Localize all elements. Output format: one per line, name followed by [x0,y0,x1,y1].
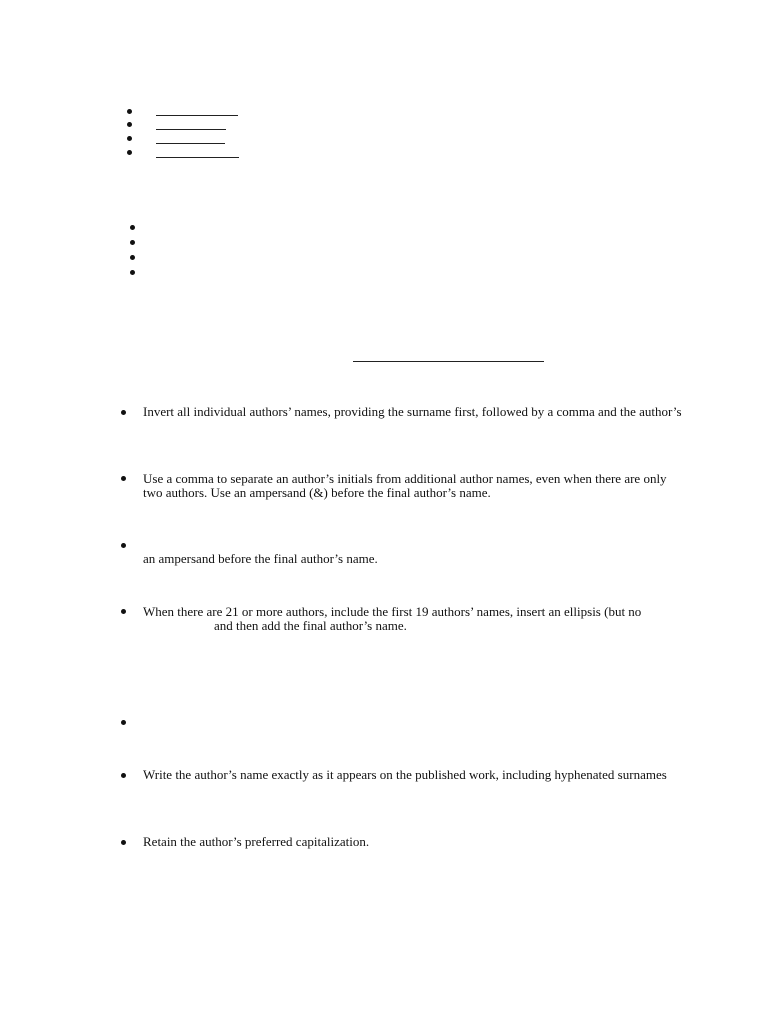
list-bullet [121,410,126,415]
list-bullet [121,773,126,778]
list-bullet [121,840,126,845]
link-underline[interactable] [156,129,226,130]
rule-text-line-1: Use a comma to separate an author’s initials from additional author names, even when there are only [143,471,667,486]
rule-text-line-1: Invert all individual authors’ names, providing the surname first, followed by a comma and the author’s [143,404,682,419]
rule-text-line-2: two authors. Use an ampersand (&) before the final author’s name. [143,485,491,500]
list-bullet [127,122,132,127]
heading-underline[interactable] [353,361,544,362]
list-bullet [121,720,126,725]
list-bullet [130,270,135,275]
link-underline[interactable] [156,143,225,144]
rule-text-line-1: Retain the author’s preferred capitalization. [143,834,370,849]
list-bullet [127,136,132,141]
rule-text-line-2: and then add the final author’s name. [214,618,407,633]
list-bullet [127,150,132,155]
link-underline[interactable] [156,157,239,158]
list-bullet [121,543,126,548]
list-bullet [127,109,132,114]
list-bullet [130,240,135,245]
list-bullet [121,609,126,614]
link-underline[interactable] [156,115,238,116]
rule-text-line-1: Write the author’s name exactly as it appears on the published work, including hyphenated surnames [143,767,667,782]
list-bullet [130,225,135,230]
rule-text-line-2: an ampersand before the final author’s name. [143,551,378,566]
rule-text-line-1: When there are 21 or more authors, include the first 19 authors’ names, insert an ellipsis (but no [143,604,642,619]
list-bullet [130,255,135,260]
list-bullet [121,476,126,481]
